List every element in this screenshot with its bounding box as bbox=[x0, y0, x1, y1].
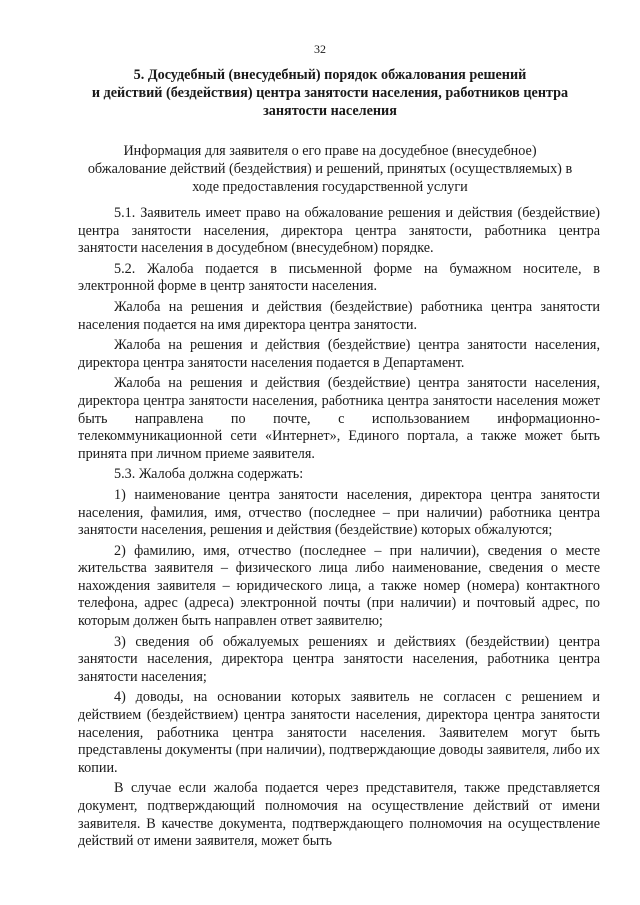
section-heading-line: 5. Досудебный (внесудебный) порядок обжалования решений bbox=[133, 67, 527, 83]
list-item-2: 2) фамилию, имя, отчество (последнее – при наличии), сведения о месте жительства заявителя – физического лица либо наименование, сведения о месте нахождения заявителя – юридического лица, а также номер (номера) контактного телефона, адрес (адреса) электронной почты (при наличии) и почтовый адрес, по которым должен быть направлен ответ заявителю; bbox=[78, 542, 600, 630]
subsection-heading-line: ходе предоставления государственной услуги bbox=[192, 179, 468, 195]
subsection-heading-line: Информация для заявителя о его праве на досудебное (внесудебное) bbox=[123, 143, 537, 159]
subsection-heading-line: обжалование действий (бездействия) и решений, принятых (осуществляемых) в bbox=[87, 161, 573, 177]
list-item-1: 1) наименование центра занятости населения, директора центра занятости населения, фамилия, имя, отчество (последнее – при наличии) работника центра занятости населения, решения и действия (бездействие) которых обжалуются; bbox=[78, 486, 600, 539]
list-item-3: 3) сведения об обжалуемых решениях и действиях (бездействии) центра занятости населения, директора центра занятости населения, работника центра занятости населения; bbox=[78, 633, 600, 685]
section-heading-line: и действий (бездействия) центра занятости населения, работников центра bbox=[91, 85, 569, 101]
paragraph: Жалоба на решения и действия (бездействие) центра занятости населения, директора центра занятости населения, работника центра занятости населения может быть направлена по почте, с использованием информационно-телекоммуникационной сети «Интернет», Единого портала, а также может быть принята при личном приеме заявителя. bbox=[78, 375, 600, 462]
paragraph-5-3: 5.3. Жалоба должна содержать: bbox=[114, 466, 304, 483]
page-number: 32 bbox=[314, 42, 326, 56]
paragraph-5-2: 5.2. Жалоба подается в письменной форме на бумажном носителе, в электронной форме в центр занятости населения. bbox=[78, 260, 600, 295]
section-heading bbox=[70, 66, 590, 120]
section-heading-line: занятости населения bbox=[263, 103, 397, 119]
subsection-heading bbox=[70, 142, 590, 196]
paragraph-5-1: 5.1. Заявитель имеет право на обжалование решения и действия (бездействие) центра занятости населения, директора центра занятости, работника центра занятости населения в досудебном (внесудебном) порядке. bbox=[78, 205, 600, 257]
paragraph: В случае если жалоба подается через представителя, также представляется документ, подтверждающий полномочия на осуществление действий от имени заявителя. В качестве документа, подтверждающего полномочия на осуществление действий от имени заявителя, может быть bbox=[78, 780, 600, 850]
paragraph: Жалоба на решения и действия (бездействие) центра занятости населения, директора центра занятости населения подается в Департамент. bbox=[78, 337, 600, 371]
list-item-4: 4) доводы, на основании которых заявитель не согласен с решением и действием (бездействием) центра занятости населения, директора центра занятости населения, работника центра занятости населения. Заявителем могут быть представлены документы (при наличии), подтверждающие доводы заявителя, либо их копии. bbox=[78, 689, 600, 776]
document-body bbox=[78, 205, 600, 854]
paragraph: Жалоба на решения и действия (бездействие) работника центра занятости населения подается на имя директора центра занятости. bbox=[78, 298, 600, 333]
